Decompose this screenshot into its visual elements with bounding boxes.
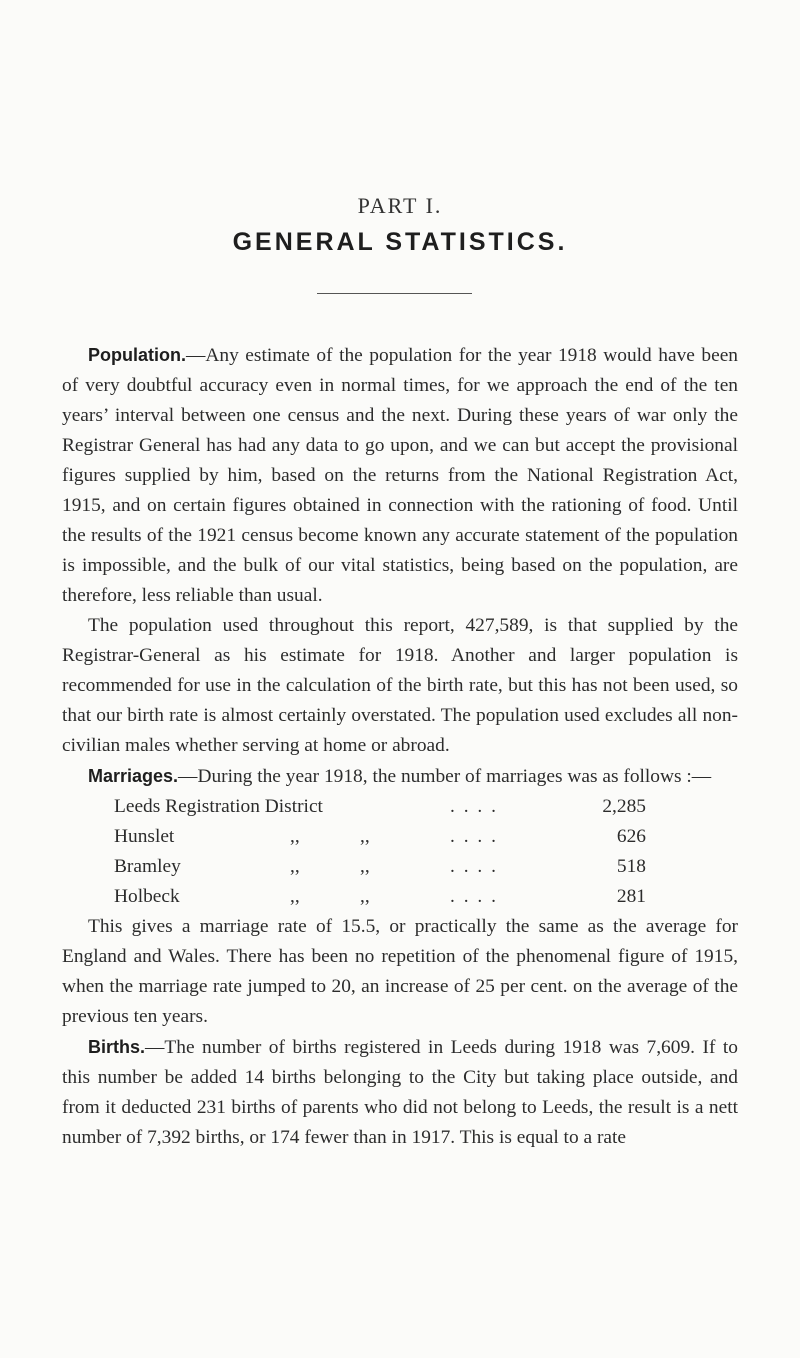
marriages-table: [62, 792, 738, 912]
marriages-heading: Marriages.: [88, 766, 179, 786]
marriage-count: 626: [616, 826, 646, 847]
table-row: [62, 792, 738, 822]
births-text: —The number of births registered in Leeds during 1918 was 7,609. If to this number be added 14 births belonging to the City but taking place outside, and from it deducted 231 births of parents who did not belong to Leeds, the result is a nett number of 7,392 births, or 174 fewer than in 1917. This is equal to a rate: [62, 1037, 738, 1148]
population-heading: Population.: [88, 345, 186, 365]
marriage-count: 518: [616, 856, 646, 877]
population-text: —Any estimate of the population for the year 1918 would have been of very doubtful accuracy even in normal times, for we approach the end of the ten years’ interval between one census and the next. During these years of war only the Registrar General has had any data to go upon, and we can but accept the provisional figures supplied by him, based on the returns from the National Registration Act, 1915, and on certain figures obtained in connection with the rationing of food. Until the results of the 1921 census become known any accurate statement of the population is impossible, and the bulk of our vital statistics, being based on the population, are therefore, less reliable than usual.: [62, 345, 738, 606]
district-name: Bramley: [114, 856, 181, 877]
district-name: Hunslet: [114, 826, 175, 847]
part-heading: PART I.: [357, 193, 443, 218]
population-paragraph-2: The population used throughout this report, 427,589, is that supplied by the Registrar-General as his estimate for 1918. Another and larger population is recommended for use in the calculation of the birth rate, but this has not been used, so that our birth rate is almost certainly overstated. The population used excludes all non-civilian males whether serving at home or abroad.: [62, 615, 738, 756]
district-name: Holbeck: [114, 886, 180, 907]
marriage-count: 2,285: [602, 796, 646, 817]
page-title: GENERAL STATISTICS.: [232, 228, 568, 256]
marriage-rate-paragraph: This gives a marriage rate of 15.5, or practically the same as the average for England and Wales. There has been no repetition of the phenomenal figure of 1915, when the marriage rate jumped to 20, an increase of 25 per cent. on the average of the previous ten years.: [62, 916, 738, 1027]
ditto-mark: ,,: [290, 826, 300, 847]
leader-dots: . . . .: [450, 826, 498, 847]
title-divider: [317, 293, 472, 294]
leader-dots: . . . .: [450, 886, 498, 907]
marriages-intro: —During the year 1918, the number of marriages was as follows :—: [178, 766, 712, 787]
births-paragraph: [62, 1032, 738, 1153]
population-paragraph: [62, 340, 738, 611]
ditto-mark: ,,: [360, 826, 370, 847]
leader-dots: . . . .: [450, 856, 498, 877]
ditto-mark: ,,: [360, 886, 370, 907]
document-body: [62, 340, 738, 1153]
ditto-mark: ,,: [290, 856, 300, 877]
births-heading: Births.: [88, 1037, 146, 1057]
table-row: [62, 822, 738, 852]
table-row: [62, 882, 738, 912]
marriages-paragraph: [62, 761, 738, 792]
leader-dots: . . . .: [450, 796, 498, 817]
district-name: Leeds Registration District: [114, 796, 323, 817]
marriage-count: 281: [616, 886, 646, 907]
ditto-mark: ,,: [290, 886, 300, 907]
ditto-mark: ,,: [360, 856, 370, 877]
table-row: [62, 852, 738, 882]
